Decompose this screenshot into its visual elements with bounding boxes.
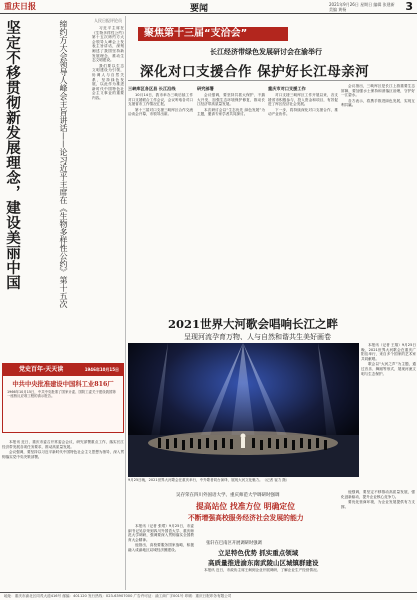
paragraph: 会议指出，三峡库区是长江上游重要生态屏障，要加强水土保持和消落区治理，守护好一江碧水。 [341, 84, 415, 98]
feature-supertitle: 长江经济带绿色发展研讨会在渝举行 [210, 47, 322, 56]
divider [128, 80, 417, 81]
lead-subhead: 缔约方大会领导人峰会主旨讲话——论习近平主席在《生物多样性公约》第十五次 [59, 20, 68, 308]
lead-headline[interactable]: 坚定不移贯彻新发展理念，建设美丽中国 [4, 20, 21, 290]
concert-headline[interactable]: 2021世界大河歌会唱响长江之畔 [168, 317, 339, 331]
column-head: 三峡库区各区县 长江沿线 [128, 86, 176, 91]
paragraph: 他强调，要坚定不移推动高质量发展，强化创新驱动，提升企业核心竞争力。 [341, 490, 415, 499]
paragraph: 各方表示，将携手推进绿色发展，实现互利共赢。 [341, 98, 415, 108]
page-number: 3 [405, 0, 413, 13]
paragraph: 习近平主席在《生物多样性公约》第十五次缔约方大会领导人峰会上发表主旨讲话，深刻阐述了我国坚持新发展理念，推动生态文明建设。 [92, 26, 124, 63]
paragraph: 会议强调，要坚持共抓大保护、不搞大开发，加强生态环境保护修复，推动长江经济带高质量发展。 [197, 93, 265, 107]
enterprise-side-body [341, 490, 415, 592]
byline: 人民日报评论员 [94, 18, 122, 23]
school-story-subhead: 不断增强高校服务经济社会发展的能力 [188, 514, 304, 522]
feature-column-4 [341, 84, 415, 314]
section-title: 要闻 [190, 4, 209, 14]
concert-article-body [361, 343, 416, 488]
feature-column-2 [197, 84, 265, 314]
school-story-body [128, 524, 194, 592]
promo-banner [3, 364, 123, 376]
feature-column-3 [268, 84, 338, 314]
paragraph: 第十三届对口支援三峡库区合作交流洽谈会开幕，市领导出席。 [128, 107, 193, 117]
paragraph: 对口支援三峡库区工作开展以来，各支援省市积极参与，投入资金和项目，有效促进了库区经济社会发展。 [268, 93, 338, 107]
promo-banner-label: 党史百年·天天读 [19, 366, 64, 373]
brand-logo: 重庆日报 [4, 1, 36, 11]
column-divider [125, 16, 126, 590]
masthead [0, 0, 417, 14]
lead-headline-column [2, 20, 54, 310]
lead-article-body [92, 26, 124, 311]
paragraph: 会议强调，要坚持以习近平新时代中国特色社会主义思想为指导，深入贯彻落实党中央决策部署。 [2, 450, 124, 459]
enterprise-story-subhead: 高质量推进渝东南武陵山区城镇群建设 [208, 559, 319, 567]
left-bottom-article [2, 440, 124, 590]
paragraph: 歌会以“大河之声”为主题，通过音乐、舞蹈等形式，展现河流文明与生态保护。 [361, 362, 416, 376]
paragraph: 本报讯（记者 张珺）9月25日，市委副书记吴存荣到四川外国语大学、重庆师范大学调研，强调要深入贯彻落实全国教育大会精神。 [128, 524, 194, 542]
school-story-label: 吴存荣在四川外国语大学、重庆师范大学调研时强调 [176, 493, 280, 498]
enterprise-story-label: 张轩在巴南区开展调研时强调 [206, 541, 262, 546]
promo-date: 1946年10月15日 [84, 367, 119, 372]
column-head: 研究部署 [197, 86, 214, 91]
paragraph: 本次研讨会以“生态优先 绿色发展”为主题，邀请专家学者共同探讨。 [197, 107, 265, 117]
feature-headline[interactable]: 深化对口支援合作 保护好长江母亲河 [140, 64, 370, 80]
dateline: 2021年9月26日 星期日 编辑 张建新 美编 黄杨 [329, 2, 395, 12]
paragraph: 本报讯 近日，重庆市委召开常委会会议，研究部署重点工作，落实长江经济带发展各项任务要求，推动高质量发展。 [2, 440, 124, 449]
feature-column-1 [128, 84, 193, 314]
photo-caption: 9月25日晚，2021世界大河歌会在重庆举行，中外歌者同台演绎，展现大河文化魅力。（记者 崔力 摄） [128, 478, 290, 482]
paragraph: 本报讯 近日，市政协主席王炯到企业开展调研，了解企业生产经营情况。 [204, 568, 321, 572]
promo-title: 中共中央批准建设中国科工业816厂 [12, 381, 114, 388]
history-promo-box[interactable] [2, 363, 124, 433]
paragraph: 10月14日，我市举办三峡后续工作对口支援联合工作会议，会议听取各对口支援省市工作情况汇报。 [128, 93, 193, 107]
enterprise-story-headline[interactable]: 立足特色优势 抓实重点领域 [218, 549, 299, 557]
paragraph: 他指出，高校要服务国家战略，积极融入成渝地区双城经济圈建设。 [128, 543, 194, 552]
footer-imprint: 地址：重庆市渝北区同茂大道416号 邮编：401120 发行热线：023-63907000 广告许可证：渝工商广字001号 印刷：重庆日报印务有限公司 [0, 592, 417, 600]
concert-photo [128, 343, 359, 477]
concert-stage-image [128, 343, 359, 477]
column-head: 重庆市对口支援工作 [268, 86, 306, 91]
school-story-headline[interactable]: 提高站位 找准方位 明确定位 [196, 502, 295, 511]
promo-body: 1966年10月15日，中共中央批准了国家计委、国防工委关于建设我国第一座核反应堆工程的请示报告。 [7, 390, 116, 399]
kicker-banner: 聚焦第十三届“支洽会” [138, 27, 288, 41]
lead-subhead-column [58, 20, 88, 310]
paragraph: 下一步，将持续深化对口支援合作，推动产业协作。 [268, 107, 338, 117]
enterprise-story-body [197, 568, 338, 590]
paragraph: 要优化营商环境，为企业发展提供有力支撑。 [341, 500, 415, 509]
paragraph: 我们要以生态文明建设为引领，协调人与自然关系，坚持绿色发展，以此作为推进新时代中国特色社会主义事业的重要内容。 [92, 63, 124, 100]
paragraph: 本报讯（记者 王翔）9月25日晚，2021世界大河歌会在重庆广阳岛举行，来自多个国家的艺术家共同献唱。 [361, 343, 416, 361]
concert-subhead: 呈现河流孕育万物、人与自然和谐共生美好画卷 [184, 333, 331, 341]
